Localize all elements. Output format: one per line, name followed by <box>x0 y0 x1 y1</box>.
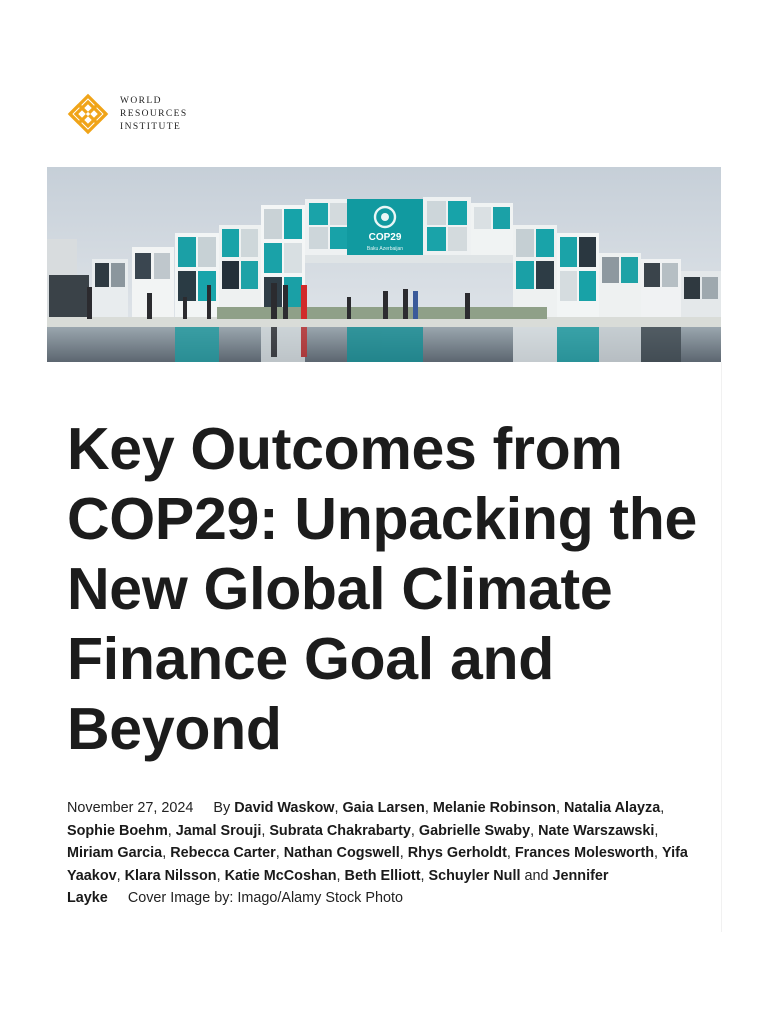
cop29-venue-photo <box>47 167 721 362</box>
cop29-sign <box>305 197 513 263</box>
author-link[interactable]: Jennifer Layke <box>67 867 609 906</box>
author-link[interactable]: Nate Warszawski <box>538 822 655 839</box>
author-link[interactable]: David Waskow <box>234 800 335 816</box>
article-title: Key Outcomes from COP29: Unpacking the New Global Climate Finance Goal and Beyond <box>67 416 698 762</box>
author-link[interactable]: Jamal Srouji <box>175 822 262 839</box>
author-link[interactable]: Yifa Yaakov <box>67 845 688 884</box>
author-link[interactable]: Miriam Garcia <box>67 845 163 861</box>
logo-wordmark <box>120 95 188 134</box>
author-link[interactable]: Beth Elliott <box>344 867 421 884</box>
author-link[interactable]: Subrata Chakrabarty <box>269 822 411 839</box>
author-link[interactable]: Melanie Robinson <box>432 800 556 816</box>
wri-logo[interactable] <box>67 93 188 135</box>
article-byline <box>67 797 697 910</box>
author-link[interactable]: Katie McCoshan <box>224 867 337 884</box>
author-list: David Waskow, Gaia Larsen, Melanie Robinson, Natalia Alayza, Sophie Boehm, Jamal Srouji, Subrata Chakrabarty, Gabrielle Swaby, Nate Warszawski, Miriam Garcia, Rebecca Carter, Nathan Cogswell, Rhys Gerholdt, Frances Molesworth, Yifa Yaakov, Klara Nilsson, Katie McCoshan, Beth Elliott, Schuyler Null <box>67 800 688 884</box>
sign-subtitle: Baku Azerbaijan <box>366 246 404 252</box>
author-link[interactable]: Frances Molesworth <box>514 845 655 861</box>
author-link[interactable]: Gabrielle Swaby <box>418 822 531 839</box>
cover-image <box>47 167 721 362</box>
author-link[interactable]: Klara Nilsson <box>124 867 217 884</box>
cover-image-credit: Cover Image by: Imago/Alamy Stock Photo <box>127 890 403 906</box>
author-link[interactable]: Schuyler Null <box>428 867 521 884</box>
author-link[interactable]: Nathan Cogswell <box>283 845 400 861</box>
and-label: and <box>524 867 549 884</box>
author-link[interactable]: Rebecca Carter <box>170 845 276 861</box>
logo-line-2: RESOURCES <box>120 108 188 119</box>
wri-knot-icon <box>67 93 109 135</box>
logo-line-1: WORLD <box>120 95 162 106</box>
logo-line-3: INSTITUTE <box>120 121 182 132</box>
by-label: By <box>213 800 231 816</box>
sign-title: COP29 <box>368 232 402 243</box>
publish-date: November 27, 2024 <box>67 800 194 816</box>
author-link[interactable]: Gaia Larsen <box>342 800 425 816</box>
author-link[interactable]: Natalia Alayza <box>563 800 661 816</box>
author-link[interactable]: Rhys Gerholdt <box>407 845 507 861</box>
author-link[interactable]: Sophie Boehm <box>67 822 168 839</box>
